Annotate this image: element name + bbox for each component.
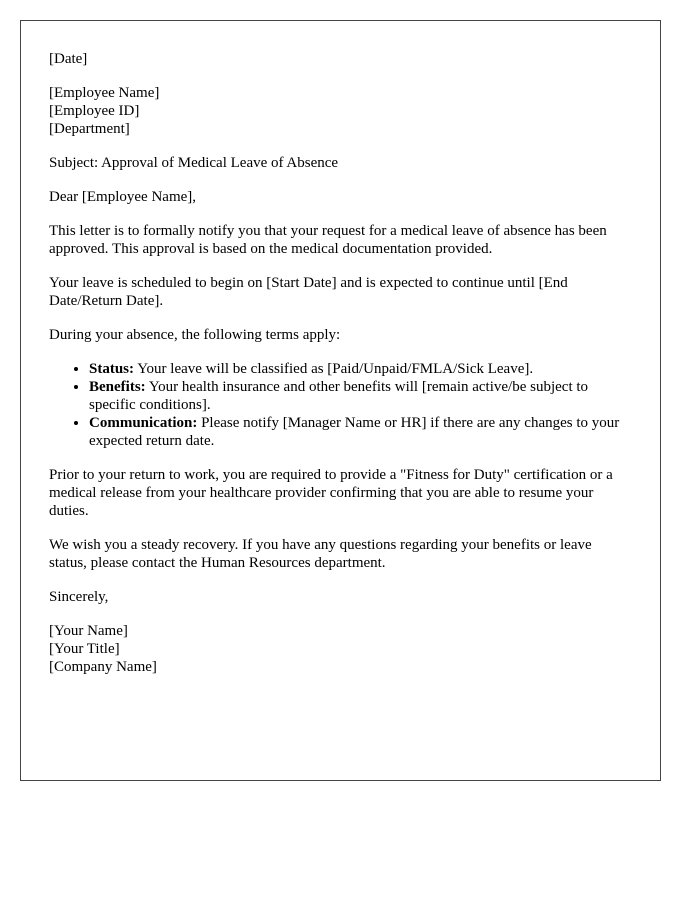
letter-date: [Date]	[49, 51, 88, 67]
body-paragraph: Your leave is scheduled to begin on [Start Date] and is expected to continue until [End Date/Return Date].	[49, 275, 568, 309]
recipient-block	[49, 84, 632, 138]
recipient-name: [Employee Name]	[49, 85, 160, 101]
signer-name: [Your Name]	[49, 623, 128, 639]
signature-block	[49, 622, 632, 676]
company-name: [Company Name]	[49, 659, 157, 675]
signer-title: [Your Title]	[49, 641, 120, 657]
term-benefits: • Benefits: Your health insurance and other benefits will [remain active/be subject to specific conditions].	[89, 378, 632, 414]
body-paragraph: This letter is to formally notify you that your request for a medical leave of absence has been approved. This approval is based on the medical documentation provided.	[49, 223, 607, 257]
term-status: • Status: Your leave will be classified as [Paid/Unpaid/FMLA/Sick Leave].	[89, 360, 632, 378]
body-paragraph: We wish you a steady recovery. If you have any questions regarding your benefits or leave status, please contact the Human Resources department.	[49, 537, 592, 571]
recipient-id: [Employee ID]	[49, 103, 140, 119]
salutation: Dear [Employee Name],	[49, 189, 197, 205]
terms-list	[49, 360, 632, 450]
body-paragraph: Prior to your return to work, you are required to provide a "Fitness for Duty" certification or a medical release from your healthcare provider confirming that you are able to resume your duties.	[49, 467, 613, 519]
body-paragraph: During your absence, the following terms apply:	[49, 327, 341, 343]
letter-page	[20, 20, 661, 781]
signoff: Sincerely,	[49, 589, 109, 605]
letter-subject: Subject: Approval of Medical Leave of Absence	[49, 155, 339, 171]
term-communication: • Communication: Please notify [Manager Name or HR] if there are any changes to your expected return date.	[89, 414, 632, 450]
recipient-department: [Department]	[49, 121, 130, 137]
